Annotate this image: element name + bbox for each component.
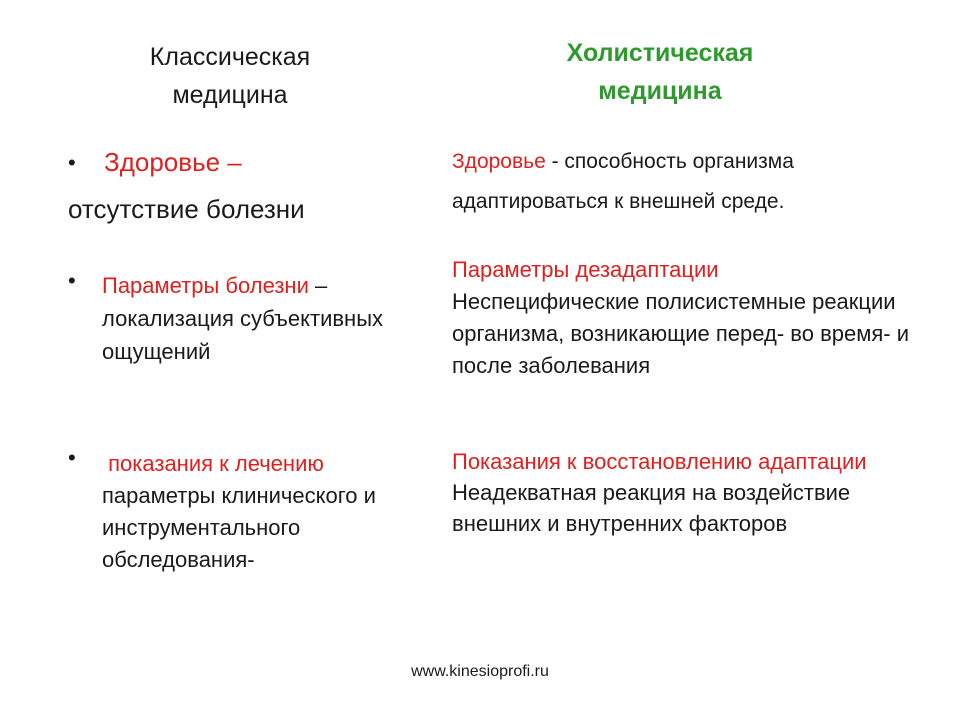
- right-title-line1: Холистическая: [566, 39, 754, 67]
- right-item1: [452, 142, 932, 222]
- right-item1-rest: - способность организма: [545, 150, 794, 173]
- left-item3-rest: параметры клинического и инструментального обследования-: [102, 483, 376, 572]
- footer-url[interactable]: www.kinesioprofi.ru: [411, 663, 549, 680]
- bullet-icon: •: [68, 268, 76, 293]
- right-item1-red: Здоровье: [452, 150, 546, 173]
- left-item3: [102, 448, 432, 576]
- right-item2-rest: Неспецифические полисистемные реакции организма, возникающие перед- во время- и после заболевания: [452, 289, 910, 378]
- left-title-line1: Классическая: [149, 43, 311, 71]
- right-item2: [452, 254, 932, 382]
- left-item1-line2: отсутствие болезни: [68, 194, 305, 224]
- bullet-icon: •: [68, 445, 76, 470]
- right-column-title: [500, 34, 820, 110]
- left-item1-red: Здоровье –: [104, 147, 242, 177]
- left-column-title: [100, 38, 360, 114]
- left-item2-rest: – локализация субъективных ощущений: [102, 273, 384, 364]
- right-item1-line2: адаптироваться к внешней среде.: [452, 190, 785, 213]
- right-item2-red: Параметры дезадаптации: [452, 257, 719, 282]
- left-title-line2: медицина: [172, 81, 288, 109]
- bullet-icon: •: [68, 150, 76, 175]
- right-item3-red: Показания к восстановлению адаптации: [452, 449, 867, 474]
- right-title-line2: медицина: [598, 77, 722, 105]
- right-item3: [452, 446, 932, 539]
- right-item3-rest: Неадекватная реакция на воздействие внешних и внутренних факторов: [452, 480, 851, 536]
- left-item3-red: показания к лечению: [102, 451, 324, 476]
- left-item2: [102, 269, 432, 368]
- left-item2-red: Параметры болезни: [102, 273, 309, 298]
